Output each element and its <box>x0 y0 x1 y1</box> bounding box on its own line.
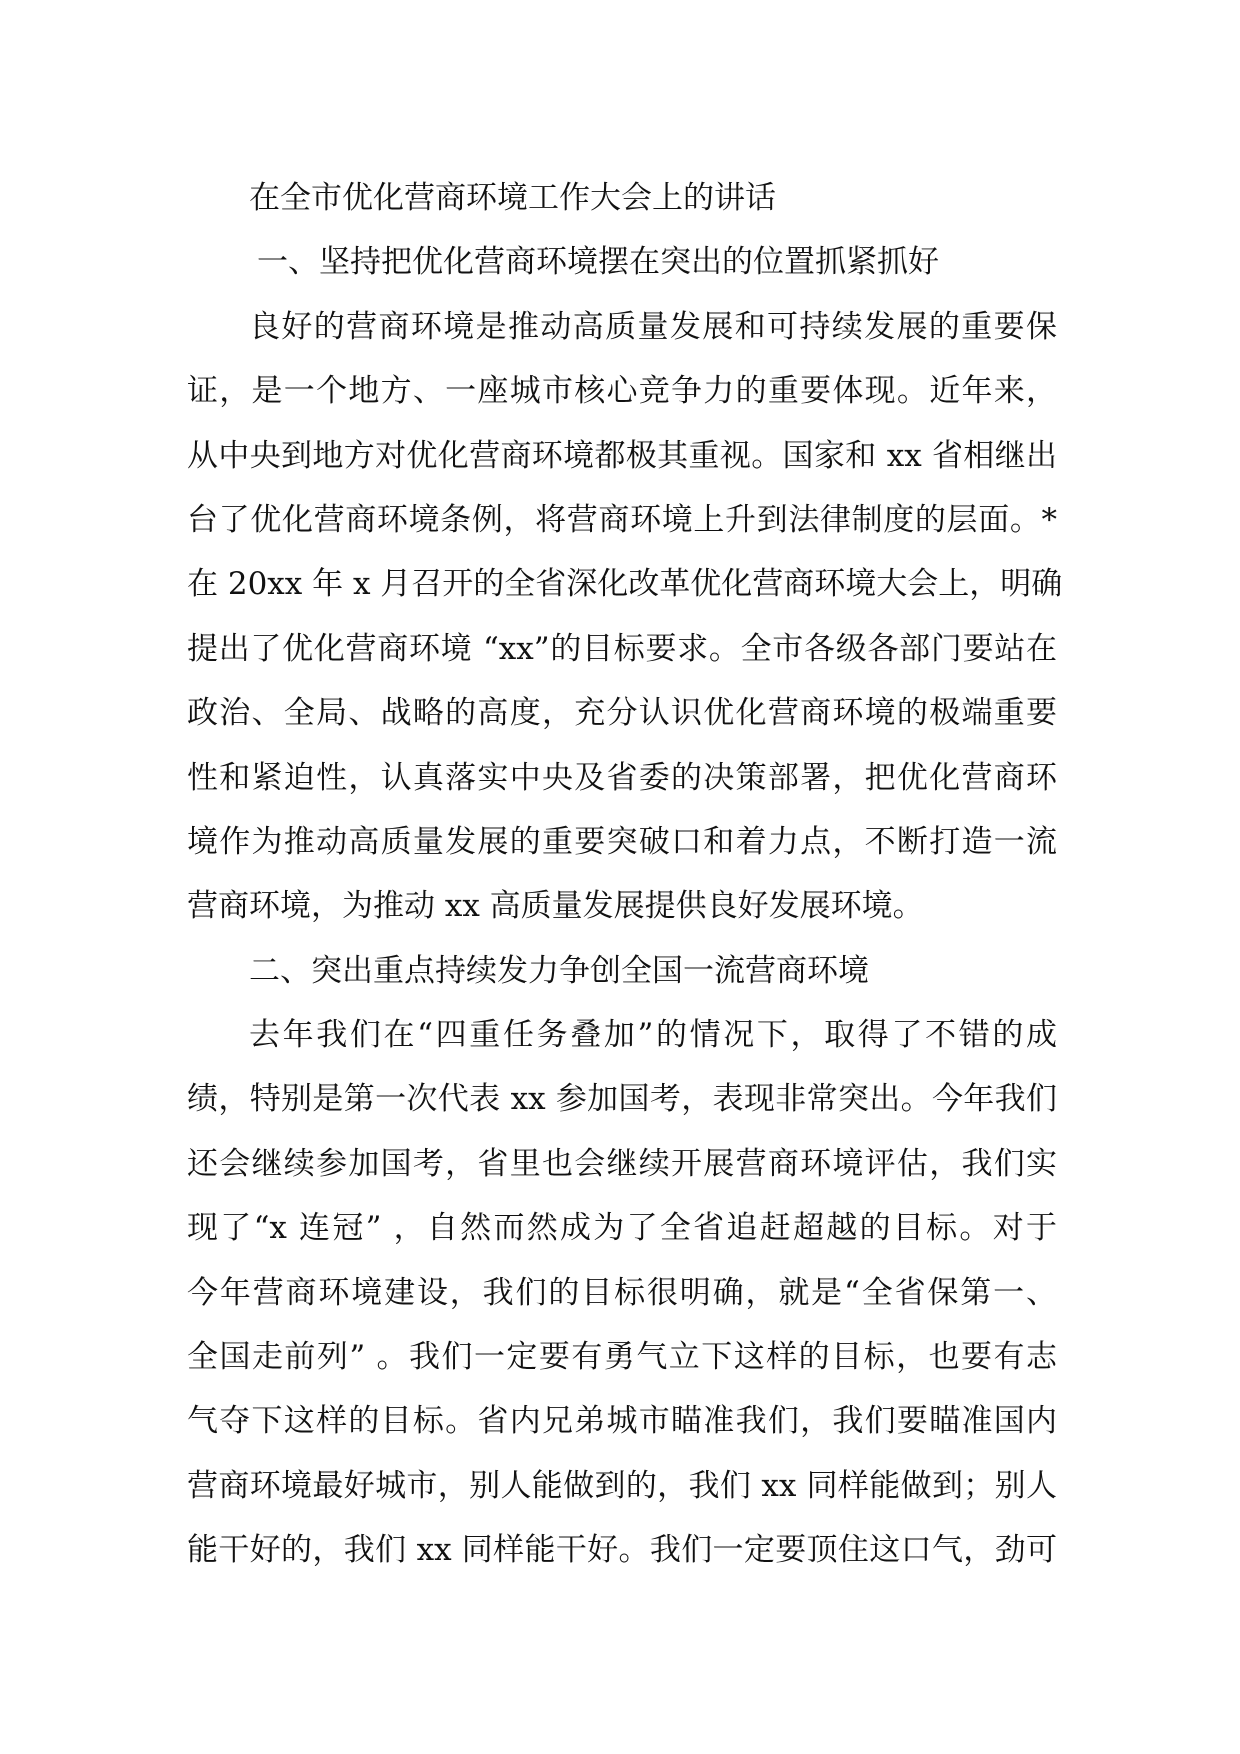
paragraph-2 <box>187 1003 1057 1583</box>
paragraph-line: 营商环境，为推动 xx 高质量发展提供良好发展环境。 <box>187 888 924 925</box>
paragraph-line: 全国走前列” 。我们一定要有勇气立下这样的目标，也要有志 <box>187 1339 1057 1376</box>
paragraph-line: 气夺下这样的目标。省内兄弟城市瞄准我们，我们要瞄准国内 <box>187 1403 1057 1440</box>
paragraph-line: 今年营商环境建设，我们的目标很明确，就是“全省保第一、 <box>187 1274 1057 1311</box>
paragraph-line: 现了“x 连冠” ，自然而然成为了全省追赶超越的目标。对于 <box>187 1210 1057 1247</box>
paragraph-line: 政治、全局、战略的高度，充分认识优化营商环境的极端重要 <box>187 695 1057 732</box>
paragraph-1 <box>187 295 1063 939</box>
paragraph-line: 证，是一个地方、一座城市核心竞争力的重要体现。近年来， <box>187 373 1057 410</box>
section-heading-2: 二、突出重点持续发力争创全国一流营商环境 <box>249 952 869 989</box>
paragraph-line: 从中央到地方对优化营商环境都极其重视。国家和 xx 省相继出 <box>187 437 1057 474</box>
paragraph-line: 台了优化营商环境条例，将营商环境上升到法律制度的层面。* <box>187 501 1057 538</box>
paragraph-line: 还会继续参加国考，省里也会继续开展营商环境评估，我们实 <box>187 1145 1057 1182</box>
paragraph-line: 能干好的，我们 xx 同样能干好。我们一定要顶住这口气，劲可 <box>187 1532 1057 1569</box>
paragraph-line: 良好的营商环境是推动高质量发展和可持续发展的重要保 <box>249 308 1057 345</box>
document-title: 在全市优化营商环境工作大会上的讲话 <box>249 180 776 216</box>
paragraph-line: 提出了优化营商环境 “xx”的目标要求。全市各级各部门要站在 <box>187 630 1057 667</box>
paragraph-line: 性和紧迫性，认真落实中央及省委的决策部署，把优化营商环 <box>187 759 1057 796</box>
paragraph-line: 营商环境最好城市，别人能做到的，我们 xx 同样能做到；别人 <box>187 1467 1057 1504</box>
document-page <box>187 166 1063 1583</box>
paragraph-line: 绩，特别是第一次代表 xx 参加国考，表现非常突出。今年我们 <box>187 1081 1057 1118</box>
paragraph-line: 境作为推动高质量发展的重要突破口和着力点，不断打造一流 <box>187 823 1057 860</box>
section-heading-1: 一、坚持把优化营商环境摆在突出的位置抓紧抓好 <box>257 244 939 281</box>
paragraph-line: 去年我们在“四重任务叠加”的情况下，取得了不错的成 <box>249 1017 1057 1054</box>
paragraph-line: 在 20xx 年 x 月召开的全省深化改革优化营商环境大会上，明确 <box>187 566 1063 603</box>
